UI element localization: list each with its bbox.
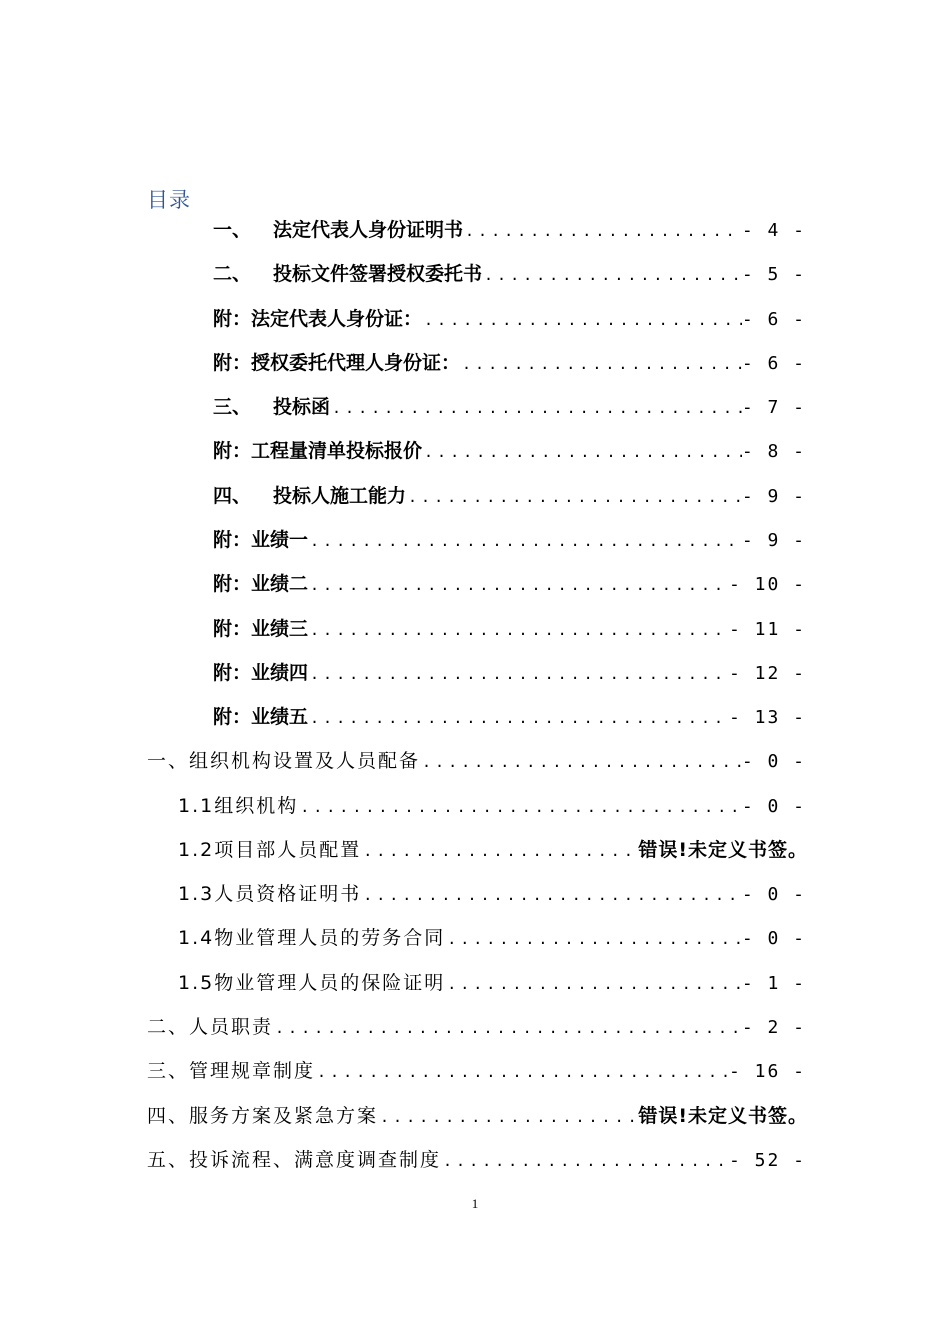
toc-entry-label: 1.2项目部人员配置: [178, 839, 362, 861]
toc-entry-label: 投标函: [273, 396, 331, 418]
toc-entry-label: 附：业绩一: [213, 529, 309, 551]
toc-entry-page: - 9 -: [741, 486, 806, 507]
toc-leader-dots: [463, 216, 742, 246]
toc-entry[interactable]: [213, 658, 806, 688]
toc-entry[interactable]: [213, 569, 806, 599]
toc-entry[interactable]: [213, 614, 806, 644]
toc-entry-label: 附：工程量清单投标报价: [213, 440, 423, 462]
toc-title: 目录: [147, 188, 191, 212]
toc-entry[interactable]: [178, 968, 806, 998]
toc-entry-label: 投标文件签署授权委托书: [273, 263, 483, 285]
toc-entry-label: 投标人施工能力: [273, 485, 407, 507]
toc-entry[interactable]: [147, 746, 806, 776]
toc-entry-page: - 0 -: [741, 884, 806, 905]
toc-leader-dots: [330, 393, 742, 423]
toc-entry-page: - 52 -: [728, 1150, 806, 1171]
toc-leader-dots: [460, 349, 742, 379]
toc-leader-dots: [482, 260, 742, 290]
toc-leader-dots: [308, 526, 742, 556]
toc-entry-label: 1.5物业管理人员的保险证明: [178, 972, 446, 994]
toc-entry[interactable]: [178, 879, 806, 909]
toc-leader-dots: [308, 570, 729, 600]
toc-entry-page: - 9 -: [741, 530, 806, 551]
toc-entry-page: - 2 -: [741, 1017, 806, 1038]
toc-entry-label: 附：业绩五: [213, 706, 309, 728]
toc-entry-page: - 13 -: [728, 707, 806, 728]
toc-entry-label: 法定代表人身份证明书: [273, 219, 464, 241]
toc-entry-number: 一、: [213, 219, 252, 241]
toc-entry-page: - 5 -: [741, 264, 806, 285]
toc-entry[interactable]: [213, 215, 806, 245]
toc-entry-number: 四、: [213, 485, 252, 507]
toc-entry-label: 二、人员职责: [147, 1016, 274, 1038]
toc-leader-dots: [315, 1057, 729, 1087]
toc-leader-dots: [378, 1102, 638, 1132]
toc-entry-page: - 12 -: [728, 663, 806, 684]
toc-entry-label: 附：业绩四: [213, 662, 309, 684]
toc-entry-number: 二、: [213, 263, 252, 285]
toc-entry-page-error: 错误!未定义书签。: [638, 839, 808, 861]
toc-entry[interactable]: [213, 525, 806, 555]
toc-leader-dots: [308, 703, 729, 733]
page-number: 1: [471, 1196, 479, 1211]
toc-entry-label: 1.4物业管理人员的劳务合同: [178, 927, 446, 949]
toc-entry-page: - 16 -: [728, 1061, 806, 1082]
toc-leader-dots: [361, 880, 742, 910]
toc-entry[interactable]: [147, 1145, 806, 1175]
toc-entry-page: - 8 -: [741, 441, 806, 462]
toc-leader-dots: [406, 482, 742, 512]
toc-leader-dots: [308, 659, 729, 689]
toc-entry-label: 附：法定代表人身份证：: [213, 308, 423, 330]
toc-leader-dots: [441, 1146, 729, 1176]
toc-entry-number: 三、: [213, 396, 252, 418]
toc-entry[interactable]: [178, 791, 806, 821]
toc-entry[interactable]: [213, 259, 806, 289]
toc-leader-dots: [298, 792, 742, 822]
toc-entry[interactable]: [178, 923, 806, 953]
toc-entry-page: - 10 -: [728, 574, 806, 595]
toc-entry-page: - 4 -: [741, 220, 806, 241]
toc-entry-label: 1.3人员资格证明书: [178, 883, 362, 905]
toc-entry-page: - 6 -: [741, 309, 806, 330]
toc-leader-dots: [422, 437, 742, 467]
toc-entry-label: 附：业绩二: [213, 573, 309, 595]
toc-entry-label: 三、管理规章制度: [147, 1060, 316, 1082]
toc-entry-page: - 1 -: [741, 973, 806, 994]
toc-leader-dots: [308, 615, 729, 645]
toc-leader-dots: [273, 1013, 742, 1043]
toc-entry[interactable]: [213, 348, 806, 378]
toc-entry[interactable]: [213, 304, 806, 334]
toc-entry-label: 四、服务方案及紧急方案: [147, 1105, 379, 1127]
toc-leader-dots: [361, 836, 638, 866]
toc-leader-dots: [445, 924, 742, 954]
toc-leader-dots: [420, 747, 742, 777]
toc-entry[interactable]: [147, 1056, 806, 1086]
toc-entry-label: 附：业绩三: [213, 618, 309, 640]
toc-entry[interactable]: [213, 481, 806, 511]
toc-entry-page: - 0 -: [741, 928, 806, 949]
toc-entry-page: - 7 -: [741, 397, 806, 418]
toc-entry[interactable]: [213, 436, 806, 466]
toc-entry-label: 一、组织机构设置及人员配备: [147, 750, 421, 772]
toc-entry-label: 1.1组织机构: [178, 795, 299, 817]
toc-entry[interactable]: [147, 1012, 806, 1042]
toc-entry[interactable]: [213, 392, 806, 422]
toc-entry-page-error: 错误!未定义书签。: [638, 1105, 808, 1127]
toc-entry[interactable]: [147, 1101, 808, 1131]
toc-entry-page: - 0 -: [741, 751, 806, 772]
toc-entry[interactable]: [213, 702, 806, 732]
toc-entry-page: - 0 -: [741, 796, 806, 817]
toc-leader-dots: [422, 305, 742, 335]
toc-entry-page: - 11 -: [728, 619, 806, 640]
toc-entry[interactable]: [178, 835, 808, 865]
toc-entry-label: 附：授权委托代理人身份证：: [213, 352, 461, 374]
toc-entry-label: 五、投诉流程、满意度调查制度: [147, 1149, 442, 1171]
toc-entry-page: - 6 -: [741, 353, 806, 374]
toc-leader-dots: [445, 969, 742, 999]
